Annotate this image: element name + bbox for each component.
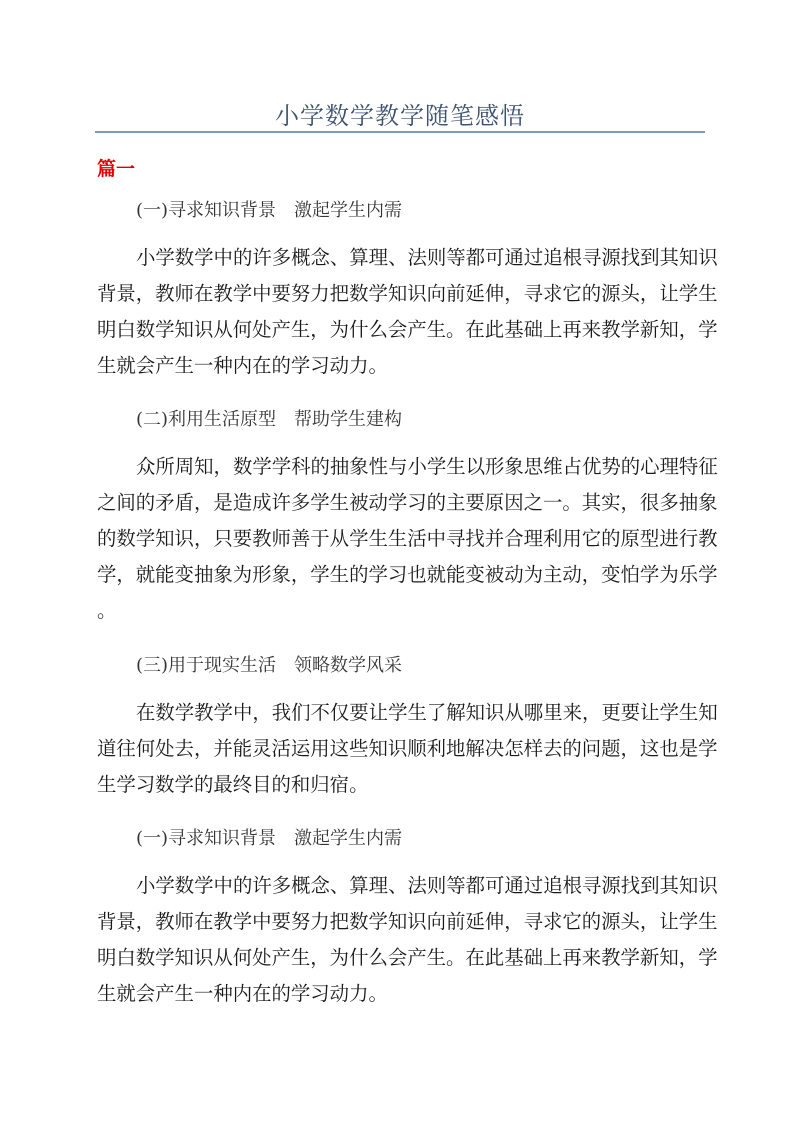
- paragraph: [97, 695, 718, 803]
- paragraph-line: 明白数学知识从何处产生，为什么会产生。在此基础上再来教学新知，学: [97, 318, 718, 341]
- paragraph-line: 生就会产生一种内在的学习动力。: [97, 982, 388, 1005]
- paragraph-line: 生学习数学的最终目的和归宿。: [97, 773, 369, 796]
- subsection-heading: (三)用于现实生活 领略数学风采: [136, 655, 403, 676]
- paragraph-line: 。: [97, 599, 117, 622]
- paragraph-line: 背景，教师在教学中要努力把数学知识向前延伸，寻求它的源头，让学生: [97, 910, 718, 933]
- document-title: 小学数学教学随笔感悟: [275, 102, 525, 130]
- paragraph-line: 的数学知识，只要教师善于从学生生活中寻找并合理利用它的原型进行教: [97, 527, 718, 550]
- paragraph-line: 生就会产生一种内在的学习动力。: [97, 354, 388, 377]
- paragraph-line: 众所周知，数学学科的抽象性与小学生以形象思维占优势的心理特征: [136, 455, 718, 478]
- subsection-heading: (二)利用生活原型 帮助学生建构: [136, 409, 403, 430]
- title-underline: [95, 131, 705, 133]
- section-label: 篇一: [97, 158, 136, 180]
- paragraph: [97, 240, 718, 384]
- paragraph-line: 明白数学知识从何处产生，为什么会产生。在此基础上再来教学新知，学: [97, 946, 718, 969]
- subsection-heading: (一)寻求知识背景 激起学生内需: [136, 200, 403, 221]
- paragraph-line: 小学数学中的许多概念、算理、法则等都可通过追根寻源找到其知识: [136, 874, 718, 897]
- paragraph-line: 小学数学中的许多概念、算理、法则等都可通过追根寻源找到其知识: [136, 246, 718, 269]
- paragraph-line: 之间的矛盾，是造成许多学生被动学习的主要原因之一。其实，很多抽象: [97, 491, 718, 514]
- paragraph-line: 道往何处去，并能灵活运用这些知识顺利地解决怎样去的问题，这也是学: [97, 737, 718, 760]
- subsection-heading: (一)寻求知识背景 激起学生内需: [136, 828, 403, 849]
- paragraph-line: 背景，教师在教学中要努力把数学知识向前延伸，寻求它的源头，让学生: [97, 282, 718, 305]
- paragraph: [97, 449, 718, 629]
- paragraph: [97, 868, 718, 1012]
- paragraph-line: 在数学教学中，我们不仅要让学生了解知识从哪里来，更要让学生知: [136, 701, 718, 724]
- paragraph-line: 学，就能变抽象为形象，学生的学习也就能变被动为主动，变怕学为乐学: [97, 563, 718, 586]
